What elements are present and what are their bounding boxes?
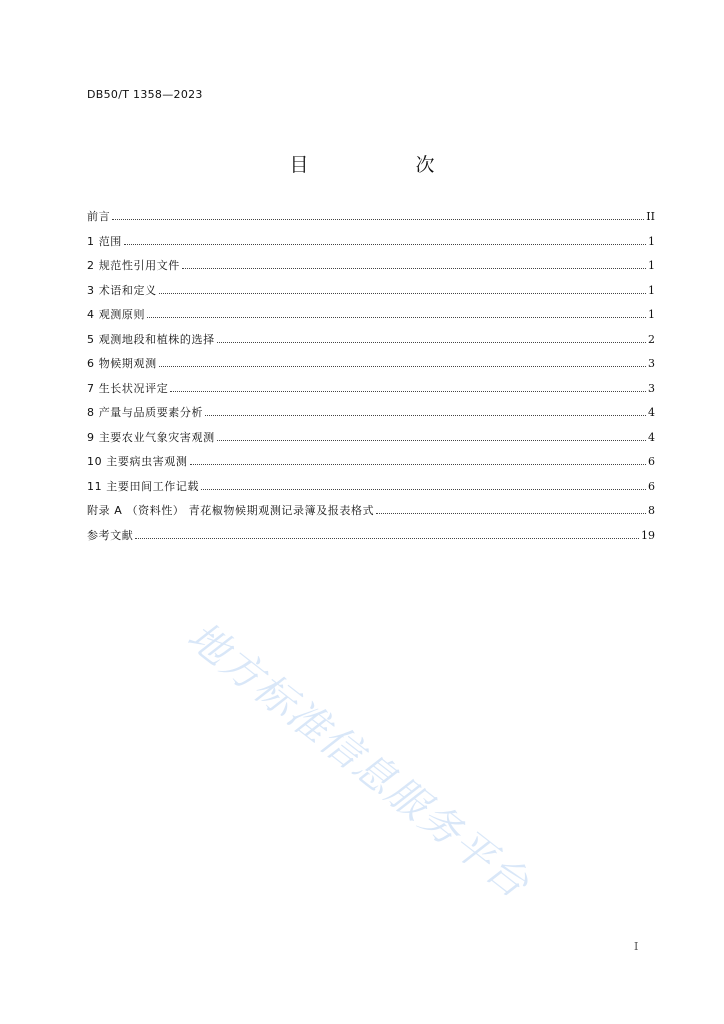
- toc-entry-page: 6: [648, 455, 655, 468]
- page-number: I: [634, 940, 639, 953]
- toc-entry-label: 7 生长状况评定: [87, 381, 169, 395]
- toc-dot-leader: [217, 342, 646, 343]
- toc-entry-page: 1: [648, 234, 655, 248]
- toc-entry[interactable]: [87, 354, 655, 379]
- toc-entry[interactable]: [87, 256, 655, 281]
- toc-entry[interactable]: [87, 452, 655, 477]
- toc-dot-leader: [182, 268, 646, 269]
- toc-dot-leader: [112, 219, 644, 220]
- toc-entry-page: 4: [648, 406, 655, 419]
- toc-dot-leader: [124, 244, 646, 245]
- toc-entry-label: 11 主要田间工作记载: [87, 479, 200, 493]
- document-code: DB50/T 1358—2023: [87, 88, 203, 101]
- toc-entry-label: 10 主要病虫害观测: [87, 455, 188, 468]
- toc-entry-label: 5 观测地段和植株的选择: [87, 332, 215, 346]
- table-of-contents: [87, 207, 655, 550]
- toc-entry-label: 3 术语和定义: [87, 283, 157, 297]
- toc-entry[interactable]: [87, 403, 655, 428]
- toc-entry-label: 附录 A （资料性） 青花椒物候期观测记录簿及报表格式: [87, 504, 375, 517]
- toc-entry-page: 1: [648, 259, 655, 272]
- toc-entry[interactable]: [87, 232, 655, 257]
- toc-entry-label: 8 产量与品质要素分析: [87, 406, 204, 419]
- toc-entry[interactable]: [87, 501, 655, 526]
- toc-entry-label: 前言: [87, 210, 111, 223]
- toc-entry-label: 1 范围: [87, 234, 122, 248]
- toc-title: 目 次: [289, 154, 479, 176]
- toc-entry-label: 4 观测原则: [87, 308, 146, 321]
- toc-entry-page: 19: [641, 528, 655, 542]
- toc-entry-page: 1: [648, 308, 655, 321]
- toc-entry[interactable]: [87, 477, 655, 502]
- toc-entry-label: 参考文献: [87, 528, 134, 542]
- toc-entry-page: 3: [648, 381, 655, 395]
- toc-dot-leader: [190, 464, 647, 465]
- toc-entry-label: 2 规范性引用文件: [87, 259, 180, 272]
- toc-entry-page: 8: [648, 504, 655, 517]
- toc-dot-leader: [159, 293, 646, 294]
- toc-entry[interactable]: [87, 207, 655, 232]
- toc-entry-page: 1: [648, 283, 655, 297]
- toc-entry-label: 9 主要农业气象灾害观测: [87, 430, 215, 444]
- toc-dot-leader: [170, 391, 646, 392]
- watermark: 地方标准信息服务平台: [178, 613, 538, 908]
- toc-entry-page: 4: [648, 430, 655, 444]
- toc-entry[interactable]: [87, 428, 655, 453]
- toc-entry-page: 2: [648, 332, 655, 346]
- toc-entry[interactable]: [87, 379, 655, 404]
- toc-entry[interactable]: [87, 526, 655, 551]
- toc-dot-leader: [205, 415, 646, 416]
- toc-dot-leader: [135, 538, 639, 539]
- toc-entry-label: 6 物候期观测: [87, 357, 157, 370]
- toc-dot-leader: [159, 366, 646, 367]
- toc-entry-page: II: [646, 210, 655, 223]
- toc-entry-page: 6: [648, 479, 655, 493]
- toc-entry[interactable]: [87, 305, 655, 330]
- toc-entry[interactable]: [87, 281, 655, 306]
- toc-entry[interactable]: [87, 330, 655, 355]
- toc-dot-leader: [376, 513, 646, 514]
- toc-dot-leader: [217, 440, 646, 441]
- toc-entry-page: 3: [648, 357, 655, 370]
- toc-dot-leader: [147, 317, 646, 318]
- toc-dot-leader: [201, 489, 646, 490]
